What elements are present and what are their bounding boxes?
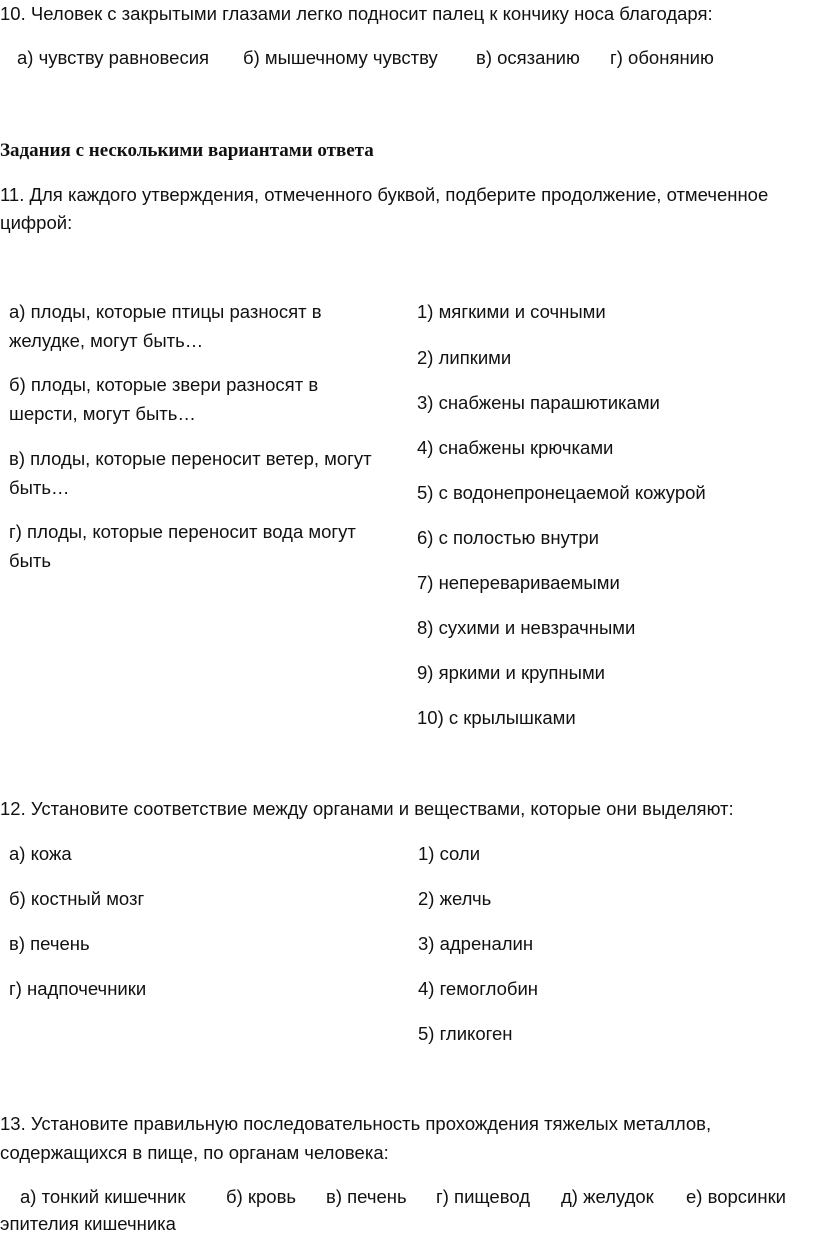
q10-option-g: г) обонянию	[610, 47, 714, 68]
q10-option-v: в) осязанию	[476, 47, 580, 68]
q11-left-a-line2: желудке, могут быть…	[9, 330, 204, 351]
q13-option-b: б) кровь	[226, 1186, 297, 1207]
q11-right-10: 10) с крылышками	[417, 707, 576, 728]
q12-left-b: б) костный мозг	[9, 888, 145, 909]
q12-left-a: а) кожа	[9, 843, 72, 864]
q12-question: 12. Установите соответствие между органами и веществами, которые они выделяют:	[0, 798, 734, 819]
q11-left-v-line1: в) плоды, которые переносит ветер, могут	[9, 448, 372, 469]
q11-left-g-line1: г) плоды, которые переносит вода могут	[9, 521, 356, 542]
q12-right-5: 5) гликоген	[418, 1023, 513, 1044]
q11-right-9: 9) яркими и крупными	[417, 662, 605, 683]
q13-option-v: в) печень	[326, 1186, 407, 1207]
q11-right-1: 1) мягкими и сочными	[417, 301, 606, 322]
q11-left-v-line2: быть…	[9, 477, 70, 498]
q11-left-b-line2: шерсти, могут быть…	[9, 403, 196, 424]
q12-right-4: 4) гемоглобин	[418, 978, 539, 999]
q11-left-a-line1: а) плоды, которые птицы разносят в	[9, 301, 322, 322]
q11-right-8: 8) сухими и невзрачными	[417, 617, 636, 638]
q11-question-line1: 11. Для каждого утверждения, отмеченного буквой, подберите продолжение, отмеченное	[0, 184, 769, 205]
q11-right-7: 7) неперевариваемыми	[417, 572, 620, 593]
section-title: Задания с несколькими вариантами ответа	[0, 140, 374, 161]
q11-right-6: 6) с полостью внутри	[417, 527, 599, 548]
q13-option-a: а) тонкий кишечник	[20, 1186, 186, 1207]
q11-right-5: 5) с водонепронецаемой кожурой	[417, 482, 706, 503]
q10-option-a: а) чувству равновесия	[17, 47, 210, 68]
q12-left-v: в) печень	[9, 933, 90, 954]
q13-question-line2: содержащихся в пище, по органам человека:	[0, 1142, 389, 1163]
q11-right-2: 2) липкими	[417, 347, 512, 368]
q13-question-line1: 13. Установите правильную последовательность прохождения тяжелых металлов,	[0, 1113, 712, 1134]
q13-option-continuation: эпителия кишечника	[0, 1213, 176, 1234]
q13-option-d: д) желудок	[561, 1186, 654, 1207]
q12-right-2: 2) желчь	[418, 888, 492, 909]
q12-right-3: 3) адреналин	[418, 933, 534, 954]
q11-right-3: 3) снабжены парашютиками	[417, 392, 660, 413]
q13-option-e: е) ворсинки	[686, 1186, 787, 1207]
q11-left-b-line1: б) плоды, которые звери разносят в	[9, 374, 319, 395]
q13-option-g: г) пищевод	[436, 1186, 530, 1207]
q10-question: 10. Человек с закрытыми глазами легко подносит палец к кончику носа благодаря:	[0, 3, 713, 24]
q12-left-g: г) надпочечники	[9, 978, 147, 999]
q10-option-b: б) мышечному чувству	[243, 47, 438, 68]
q11-right-4: 4) снабжены крючками	[417, 437, 614, 458]
q12-right-1: 1) соли	[418, 843, 481, 864]
q11-question-line2: цифрой:	[0, 212, 73, 233]
q11-left-g-line2: быть	[9, 550, 52, 571]
